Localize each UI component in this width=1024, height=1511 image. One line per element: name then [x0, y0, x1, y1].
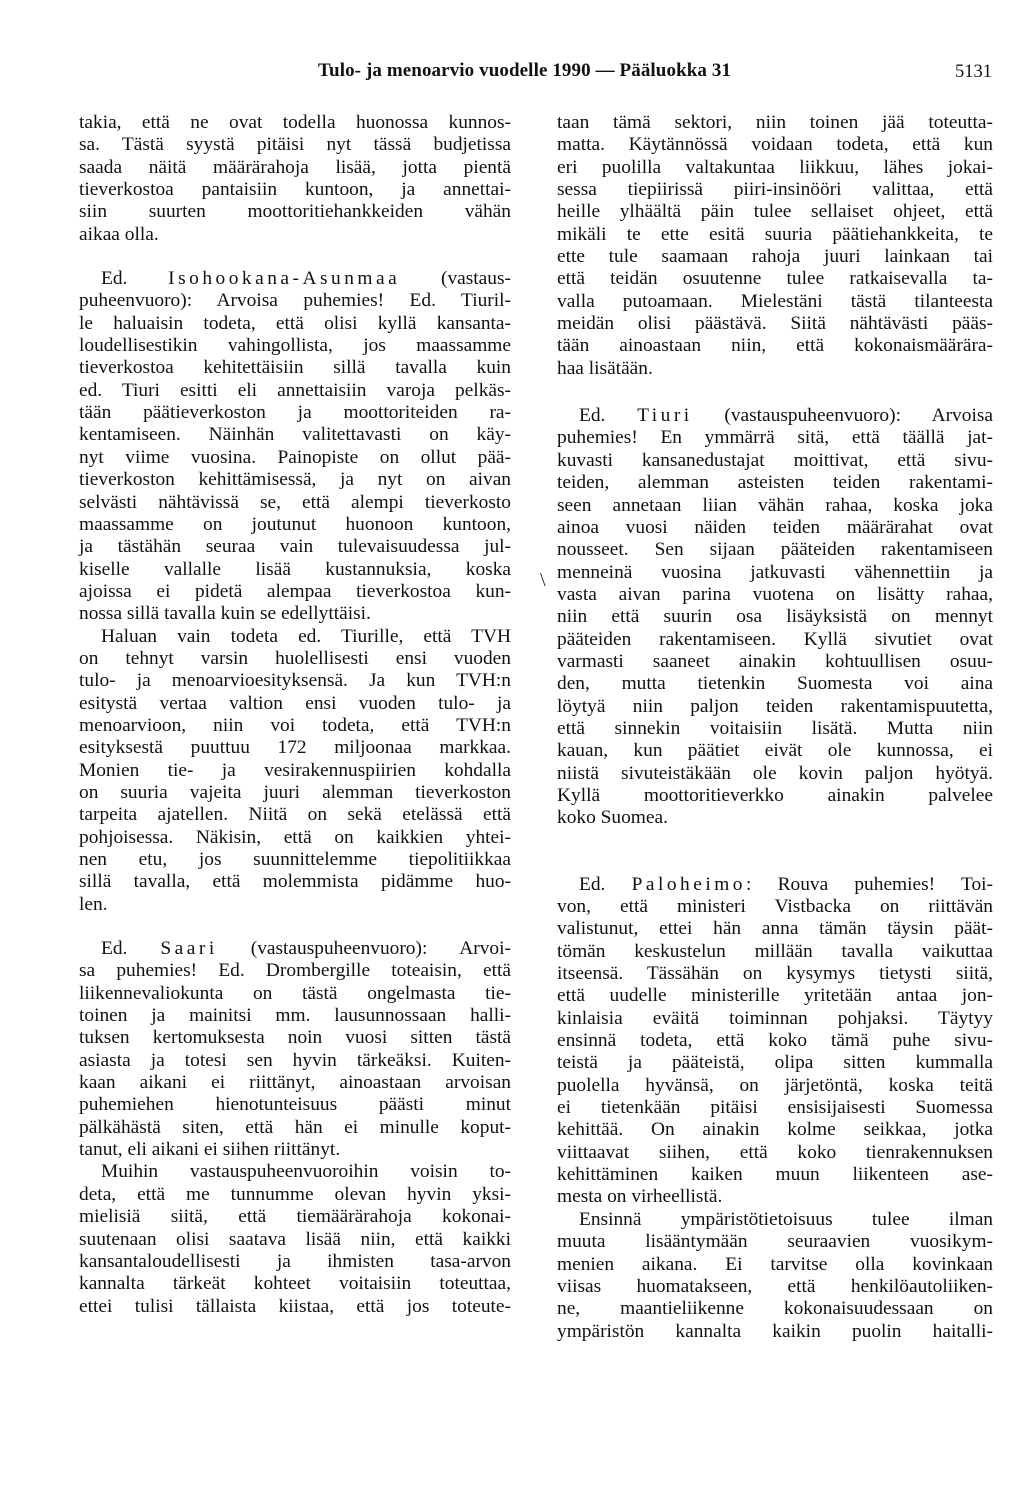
speaker-name: Isohookana-Asunmaa	[168, 268, 401, 290]
text-line: puhemies! En ymmärrä sitä, että täällä jat-	[557, 427, 993, 449]
text-line: seen annetaan liian vähän rahaa, koska joka	[557, 494, 993, 516]
text-line: loudellisestikin vahingollista, jos maassamme	[79, 335, 511, 357]
text-line: den, mutta tietenkin Suomesta voi aina	[557, 673, 993, 695]
text-line: Monien tie- ja vesirakennuspiirien kohdalla	[79, 759, 511, 781]
text-line: on tehnyt varsin huolellisesti ensi vuoden	[79, 647, 511, 669]
speaker-line	[79, 268, 511, 290]
text-line: kansantaloudellisesti ja ihmisten tasa-arvon	[79, 1250, 511, 1272]
text-line: esityksestä puuttuu 172 miljoonaa markkaa.	[79, 737, 511, 759]
text-line: aikaa olla.	[79, 223, 159, 245]
text-line: le haluaisin todeta, että olisi kyllä kansanta-	[79, 312, 511, 334]
text-line: meidän olisi päästävä. Siitä nähtävästi pääs-	[557, 313, 993, 335]
paragraph-right-1	[557, 112, 993, 380]
text-line: teiden, alemman asteisten teiden rakentami-	[557, 472, 993, 494]
paragraph-left-3	[79, 626, 511, 916]
text-line: kaan aikani ei riittänyt, ainoastaan arvoisan	[79, 1072, 511, 1094]
text-line: ja tästähän seuraa vain tulevaisuudessa jul-	[79, 536, 511, 558]
text-line: deta, että me tunnumme olevan hyvin yksi-	[79, 1183, 511, 1205]
paragraph-right-3	[557, 874, 993, 1209]
text-line: nousseet. Sen sijaan pääteiden rakentamiseen	[557, 539, 993, 561]
text-line: valla putoamaan. Mielestäni tästä tilanteesta	[557, 290, 993, 312]
text-line: teistä ja pääteistä, olipa sitten kummalla	[557, 1052, 993, 1074]
text-line: koko Suomea.	[557, 807, 668, 829]
text-line: sillä tavalla, että molemmista pidämme huo-	[79, 871, 511, 893]
text-line: suutenaan olisi saatava lisää niin, että kaikki	[79, 1228, 511, 1250]
text-line: sessa tiepiirissä piiri-insinööri valittaa, että	[557, 179, 993, 201]
text-line: len.	[79, 893, 108, 915]
text-line: tieverkostoa pantaisiin kuntoon, ja annettai-	[79, 179, 511, 201]
text-line: että uudelle ministerille yritetään antaa jon-	[557, 985, 993, 1007]
speaker-name: Tiuri	[637, 405, 693, 427]
speaker-name: Saari	[160, 938, 218, 960]
text-line: mikäli te ette esitä suuria päätiehankkeita, te	[557, 223, 993, 245]
text-line: tieverkoston kehittämisessä, ja nyt on aivan	[79, 469, 511, 491]
text-line: puheenvuoro): Arvoisa puhemies! Ed. Tiuril-	[79, 290, 511, 312]
text-line: saada näitä määrärahoja lisää, jotta pientä	[79, 156, 511, 178]
margin-mark: \	[540, 569, 546, 591]
text-line: varmasti saaneet ainakin kohtuullisen osuu-	[557, 650, 993, 672]
text-line: heille ylhäältä päin tulee sellaiset ohjeet, että	[557, 201, 993, 223]
text-line: taan tämä sektori, niin toinen jää toteutta-	[557, 112, 993, 133]
text-line: ette tule saamaan rahoja juuri lainkaan tai	[557, 246, 993, 268]
text-line: ed. Tiuri esitti eli annettaisiin varoja pelkäs-	[79, 379, 511, 401]
text-line: tään päätieverkoston ja moottoriteiden ra-	[79, 402, 511, 424]
text-line: on suuria vajeita juuri alemman tieverkoston	[79, 781, 511, 803]
text-line: asiasta ja totesi sen hyvin tärkeäksi. Kuiten-	[79, 1049, 511, 1071]
speaker-line	[79, 938, 511, 960]
speaker-line	[557, 874, 993, 896]
text-line: löytyä niin paljon teiden rakentamispuutetta,	[557, 695, 993, 717]
text-line: kiselle vallalle lisää kustannuksia, koska	[79, 558, 511, 580]
paragraph-left-5	[79, 1161, 511, 1317]
text-line: kinlaisia eväitä toiminnan pohjaksi. Täytyy	[557, 1007, 993, 1029]
text-line: mesta on virheellistä.	[557, 1186, 723, 1208]
text-line: kauan, kun päätiet eivät ole kunnossa, ei	[557, 740, 993, 762]
paragraph-left-1	[79, 112, 511, 246]
text-line: pääteiden rakentamiseen. Kyllä sivutiet ovat	[557, 628, 993, 650]
paragraph-left-4	[79, 938, 511, 1161]
text-line: nen etu, jos suunnittelemme tiepolitiikkaa	[79, 849, 511, 870]
text-line: ajoissa ei pidetä alempaa tieverkostoa kun-	[79, 580, 511, 602]
text-line: maassamme on joutunut huonoon kuntoon,	[79, 513, 511, 535]
text-line: haa lisätään.	[557, 357, 653, 379]
text-line: kannalta tärkeät kohteet voitaisiin toteuttaa,	[79, 1273, 511, 1295]
paragraph-right-2	[557, 405, 993, 830]
text-line: muuta lisääntymään seuraavien vuosikym-	[557, 1231, 993, 1253]
ed-label: Ed.	[579, 873, 606, 895]
text-line: takia, että ne ovat todella huonossa kunnos-	[79, 112, 511, 133]
speaker-name: Paloheimo	[631, 873, 747, 895]
paragraph-left-2	[79, 268, 511, 626]
text-line: nyt viime vuosina. Painopiste on ollut pää-	[79, 446, 511, 468]
text-line: niistä sivuteistäkään ole kovin paljon hyötyä.	[557, 762, 993, 784]
text-line: Ensinnä ympäristötietoisuus tulee ilman	[579, 1208, 993, 1230]
text-line: esitystä vertaa valtion ensi vuoden tulo- ja	[79, 692, 511, 714]
ed-label: Ed.	[101, 938, 128, 960]
text-line: mielisiä siitä, että tiemäärärahoja kokonai-	[79, 1206, 511, 1228]
text-line: menien aikana. Ei tarvitse olla kovinkaan	[557, 1253, 993, 1275]
text-line: ympäristön kannalta kaikin puolin haitalli-	[557, 1320, 993, 1342]
text-line: liikennevaliokunta on tästä ongelmasta tie-	[79, 982, 511, 1004]
text-line: tieverkostoa kehitettäisiin sillä tavalla kuin	[79, 357, 511, 379]
text-line: ensinnä todeta, että koko tämä puhe sivu-	[557, 1030, 993, 1052]
text-line: niin että suurin osa lisäyksistä on mennyt	[557, 606, 993, 628]
text-line: sa. Tästä syystä pitäisi nyt tässä budjetissa	[79, 134, 511, 156]
text-line: viisas huomatakseen, että henkilöautoliiken-	[557, 1275, 993, 1297]
text-line: puhemiehen hienotunteisuus päästi minut	[79, 1094, 511, 1116]
text-line: sa puhemies! Ed. Drombergille toteaisin, että	[79, 960, 511, 982]
text-line: itseensä. Tässähän on kysymys tietysti siitä,	[557, 963, 993, 985]
text-line: siin suurten moottoritiehankkeiden vähän	[79, 201, 511, 223]
text-line: : Rouva puhemies! Toi-	[746, 873, 993, 895]
left-column	[79, 112, 511, 1318]
running-title: Tulo- ja menoarvio vuodelle 1990 — Pääluokka 31	[318, 60, 732, 81]
text-line: matta. Käytännössä voidaan todeta, että kun	[557, 134, 993, 156]
speaker-line	[557, 405, 993, 427]
text-line: ne, maantieliikenne kokonaisuudessaan on	[557, 1298, 993, 1320]
text-line: tanut, eli aikani ei siihen riittänyt.	[79, 1139, 341, 1161]
text-line: selvästi nähtävissä se, että alempi tieverkosto	[79, 491, 511, 513]
text-line: menoarvioon, niin voi todeta, että TVH:n	[79, 714, 511, 736]
text-line: (vastauspuheenvuoro): Arvoisa	[724, 405, 993, 427]
text-line: Kyllä moottoritieverkko ainakin palvelee	[557, 784, 993, 806]
ed-label: Ed.	[579, 405, 606, 427]
text-line: eri puolilla valtakuntaa liikkuu, lähes jokai-	[557, 156, 993, 178]
text-line: tulo- ja menoarvioesityksensä. Ja kun TVH:n	[79, 670, 511, 692]
text-line: kehittää. On ainakin kolme seikkaa, jotka	[557, 1119, 993, 1141]
text-line: von, että ministeri Vistbacka on riittävän	[557, 896, 993, 917]
text-line: tömän keskustelun millään tavalla vaikuttaa	[557, 940, 993, 962]
text-line: valistunut, ettei hän anna tämän täysin päät-	[557, 918, 993, 940]
text-line: (vastaus-	[440, 268, 511, 290]
text-line: viittaavat siihen, että koko tienrakennuksen	[557, 1141, 993, 1163]
text-line: kuvasti kansanedustajat moittivat, että sivu-	[557, 449, 993, 471]
paragraph-right-4	[557, 1209, 993, 1343]
ed-label: Ed.	[101, 268, 128, 290]
text-line: tarpeita ajatellen. Niitä on sekä etelässä että	[79, 804, 511, 826]
text-line: että sinnekin voitaisiin lisätä. Mutta niin	[557, 717, 993, 739]
right-column	[557, 112, 993, 1343]
text-line: kentamiseen. Näinhän valitettavasti on käy-	[79, 424, 511, 446]
text-line: menneinä vuosina jatkuvasti vähennettiin ja	[557, 561, 993, 583]
page-number: 5131	[955, 62, 992, 82]
text-line: ainoa vuosi näiden teiden määrärahat ovat	[557, 516, 993, 538]
text-line: tään ainoastaan niin, että kokonaismäärära-	[557, 335, 993, 357]
text-line: pohjoisessa. Näkisin, että on kaikkien yhtei-	[79, 826, 511, 848]
text-line: vasta aivan parina vuotena on lisätty rahaa,	[557, 583, 993, 605]
text-line: ei tietenkään pitäisi ensisijaisesti Suomessa	[557, 1097, 993, 1119]
text-line: että teidän osuutenne tulee ratkaisevalla ta-	[557, 268, 993, 290]
text-line: kehittäminen kaiken muun liikenteen ase-	[557, 1164, 993, 1186]
text-line: puolella hyvänsä, on järjetöntä, koska teitä	[557, 1074, 993, 1096]
text-line: pälkähästä siten, että hän ei minulle koput-	[79, 1116, 511, 1138]
page-header	[0, 60, 1024, 90]
text-line: tuksen kertomuksesta noin vuosi sitten tästä	[79, 1027, 511, 1049]
text-line: ettei tulisi tällaista kiistaa, että jos toteute-	[79, 1295, 511, 1317]
text-line: Muihin vastauspuheenvuoroihin voisin to-	[101, 1161, 511, 1183]
text-line: (vastauspuheenvuoro): Arvoi-	[250, 938, 511, 960]
text-line: Haluan vain todeta ed. Tiurille, että TVH	[101, 625, 511, 647]
text-line: nossa sillä tavalla kuin se edellyttäisi.	[79, 603, 371, 625]
text-line: toinen ja mainitsi mm. lausunnossaan halli-	[79, 1005, 511, 1027]
